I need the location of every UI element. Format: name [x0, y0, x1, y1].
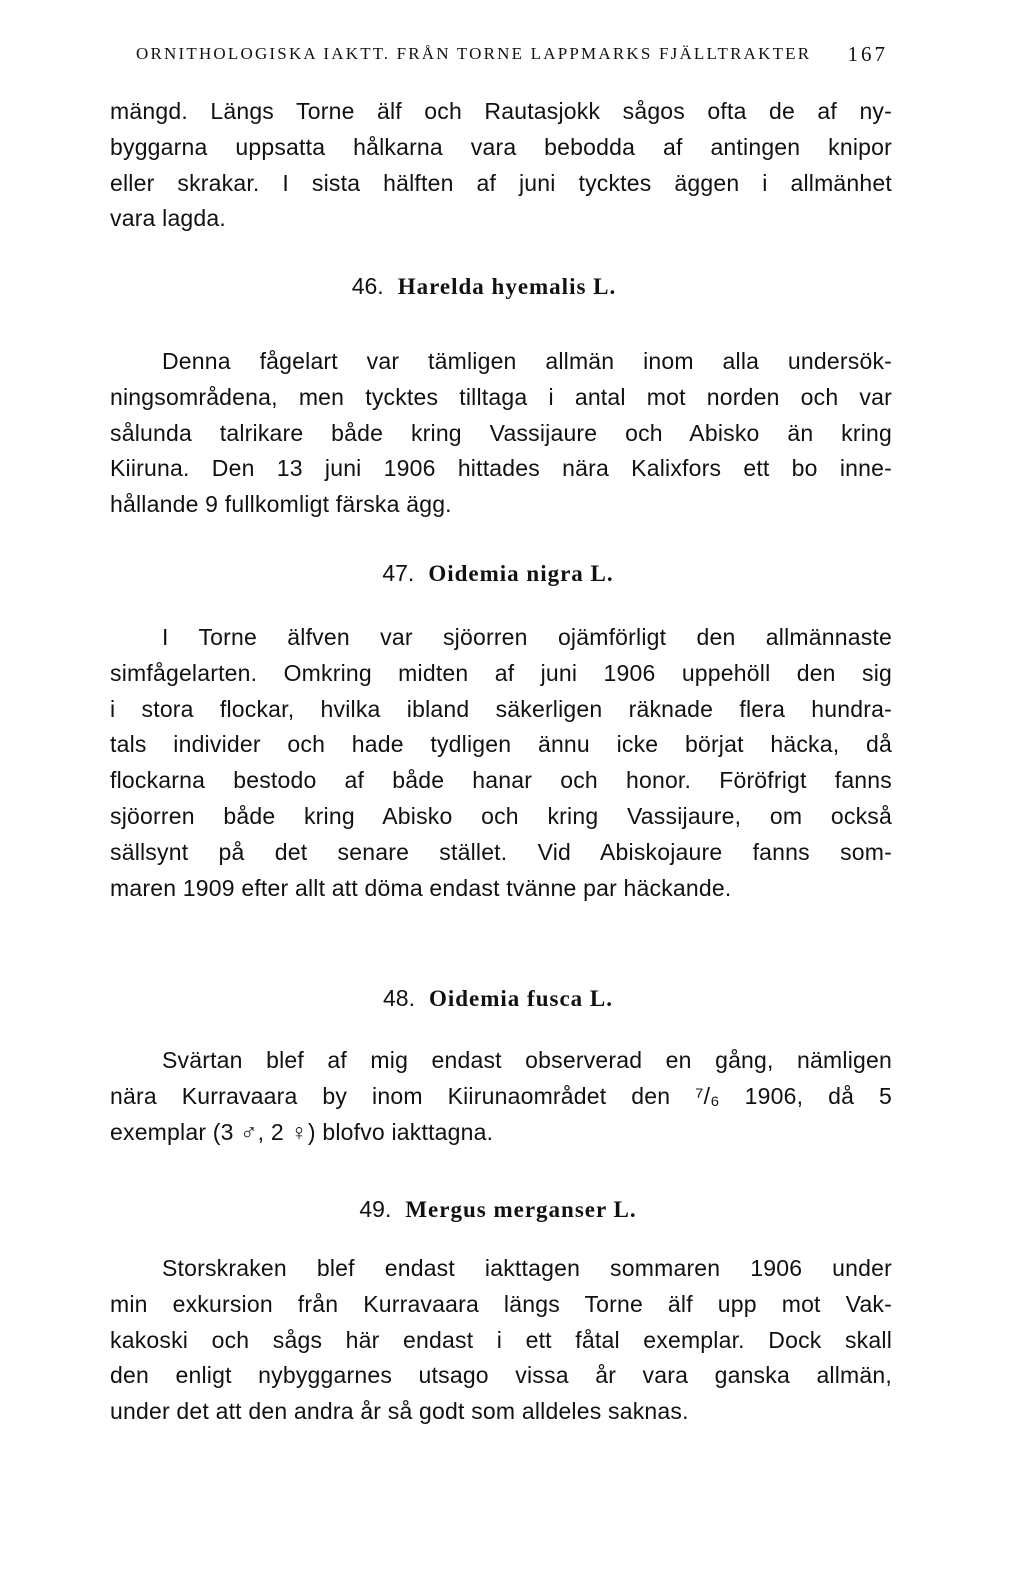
- text-line: min exkursion från Kurravaara längs Torne älf upp mot Vak-: [110, 1290, 892, 1317]
- text-line: i stora flockar, hvilka ibland säkerligen räknade flera hundra-: [110, 695, 892, 722]
- text-line: sjöorren både kring Abisko och kring Vassijaure, om också: [110, 802, 892, 829]
- text-line: I Torne älfven var sjöorren ojämförligt den allmännaste: [162, 624, 892, 650]
- text-line: under det att den andra år så godt som alldeles saknas.: [110, 1398, 689, 1425]
- text-line: sällsynt på det senare stället. Vid Abiskojaure fanns som-: [110, 838, 892, 865]
- section-number: 49.: [359, 1196, 392, 1222]
- text-line: vara lagda.: [110, 205, 226, 232]
- text-line: tals individer och hade tydligen ännu icke börjat häcka, då: [110, 731, 892, 758]
- text-line: exemplar (3 ♂, 2 ♀) blofvo iakttagna.: [110, 1118, 494, 1145]
- text-line: mängd. Längs Torne älf och Rautasjokk sågos ofta de af ny-: [110, 98, 892, 124]
- text-line: Kiiruna. Den 13 juni 1906 hittades nära Kalixfors ett bo inne-: [110, 455, 892, 482]
- species-name: Oidemia nigra L.: [428, 561, 614, 586]
- section-paragraph-46: [110, 344, 892, 523]
- text-line: den enligt nybyggarnes utsago vissa år vara ganska allmän,: [110, 1362, 892, 1389]
- text-line: kakoski och sågs här endast i ett fåtal exemplar. Dock skall: [110, 1326, 892, 1353]
- page-number: 167: [847, 42, 888, 66]
- section-paragraph-49: [110, 1251, 892, 1430]
- section-number: 46.: [351, 273, 384, 299]
- text-line: byggarna uppsatta hålkarna vara bebodda af antingen knipor: [110, 133, 892, 160]
- running-header: [136, 44, 888, 64]
- running-title: ORNITHOLOGISKA IAKТТ. FRÅN TORNE LAPPMARKS FJÄLLTRAKTER: [136, 44, 812, 63]
- species-name: Mergus merganser L.: [405, 1197, 637, 1222]
- text-line: eller skrakar. I sista hälften af juni tycktes äggen i allmänhet: [110, 169, 892, 196]
- species-name: Harelda hyemalis L.: [397, 274, 617, 299]
- species-name: Oidemia fusca L.: [428, 986, 613, 1011]
- text-line: Denna fågelart var tämligen allmän inom alla undersök-: [162, 348, 892, 374]
- section-heading-48: [0, 985, 1010, 1012]
- text-line: Storskraken blef endast iakttagen sommaren 1906 under: [162, 1255, 892, 1281]
- text-line: flockarna bestodo af både hanar och honor. Föröfrigt fanns: [110, 767, 892, 794]
- text-line: sålunda talrikare både kring Vassijaure och Abisko än kring: [110, 419, 892, 446]
- section-heading-49: [0, 1196, 1010, 1223]
- text-line: nära Kurravaara by inom Kiirunaområdet den ⁷/₆ 1906, då 5: [110, 1082, 892, 1109]
- text-line: hållande 9 fullkomligt färska ägg.: [110, 491, 452, 518]
- text-line: maren 1909 efter allt att döma endast tvänne par häckande.: [110, 874, 732, 901]
- intro-paragraph: [110, 94, 892, 237]
- section-number: 47.: [382, 560, 415, 586]
- section-number: 48.: [382, 985, 415, 1011]
- section-heading-47: [0, 560, 1010, 587]
- text-line: Svärtan blef af mig endast observerad en gång, nämligen: [162, 1047, 892, 1073]
- text-line: simfågelarten. Omkring midten af juni 1906 uppehöll den sig: [110, 659, 892, 686]
- section-paragraph-47: [110, 620, 892, 906]
- section-heading-46: [0, 273, 996, 300]
- section-paragraph-48: [110, 1043, 892, 1150]
- text-line: ningsområdena, men tycktes tilltaga i antal mot norden och var: [110, 383, 892, 410]
